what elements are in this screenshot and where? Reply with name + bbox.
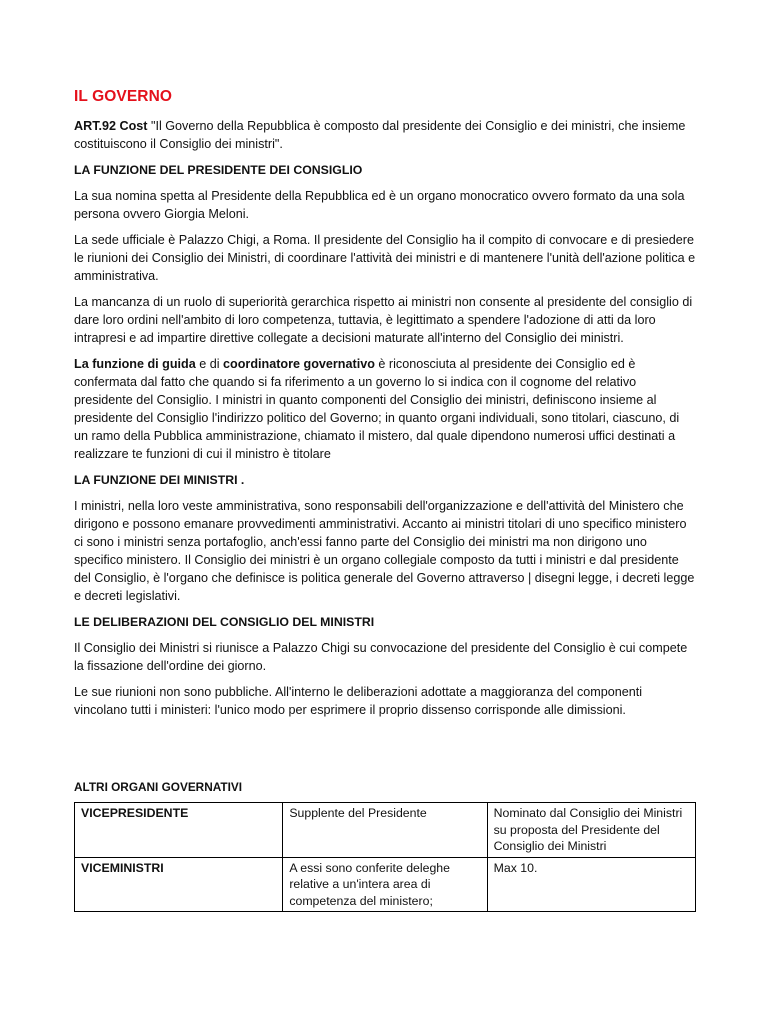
table-cell-note: Max 10. xyxy=(487,857,695,912)
spacer xyxy=(74,727,696,779)
table-cell-desc: Supplente del Presidente xyxy=(283,803,487,858)
heading-ministri: LA FUNZIONE DEI MINISTRI . xyxy=(74,473,245,487)
text-e-di: e di xyxy=(195,357,224,371)
table-cell-desc: A essi sono conferite deleghe relative a un'intera area di competenza del ministero; xyxy=(283,857,487,912)
table-cell-role: VICEMINISTRI xyxy=(75,857,283,912)
heading-deliberazioni: LE DELIBERAZIONI DEL CONSIGLIO DEL MINISTRI xyxy=(74,615,375,629)
paragraph-sede: La sede ufficiale è Palazzo Chigi, a Roma. Il presidente del Consiglio ha il compito di convocare e di presiedere le riunioni dei Consiglio dei Ministri, di coordinare l'attività dei ministri e di mantenere l'unità dell'azione politica e amministrativa. xyxy=(74,233,696,283)
table-cell-note: Nominato dal Consiglio dei Ministri su proposta del Presidente del Consiglio dei Ministri xyxy=(487,803,695,858)
heading-altri-organi: ALTRI ORGANI GOVERNATIVI xyxy=(74,780,242,794)
paragraph-superiorita: La mancanza di un ruolo di superiorità gerarchica rispetto ai ministri non consente al presidente del consiglio di dare loro ordini nell'ambito di loro competenza, tuttavia, è legittimato a spendere l'adozione di atti da loro intrapresi e ad impartire direttive collegate a decisioni maturate all'interno del Consiglio dei ministri. xyxy=(74,295,693,345)
art92-ref: ART.92 Cost xyxy=(74,119,148,133)
art92-paragraph xyxy=(74,117,696,153)
document-body xyxy=(74,88,696,912)
text-funzione-rest: è riconosciuta al presidente dei Consiglio ed è confermata dal fatto che quando si fa riferimento a un governo lo si indica con il cognome del relativo presidente del Consiglio. I ministri in quanto componenti del Consiglio dei ministri, definiscono insieme al presidente del Consiglio l'indirizzo politico del Governo; in quanto organi individuali, sono titolari, ciascuno, di un ramo della Pubblica amministrazione, chiamato il mistero, dal quale dipendono numerosi uffici destinati a realizzare te funzioni di cui il ministro è titolare xyxy=(74,357,680,461)
bold-funzione-guida: La funzione di guida xyxy=(74,357,196,371)
paragraph-nomina: La sua nomina spetta al Presidente della Repubblica ed è un organo monocratico ovvero formato da una sola persona ovvero Giorgia Meloni. xyxy=(74,189,685,221)
paragraph-funzione-guida xyxy=(74,355,696,463)
paragraph-riunione: Il Consiglio dei Ministri si riunisce a Palazzo Chigi su convocazione del presidente del Consiglio è cui compete la fissazione dell'ordine dei giorno. xyxy=(74,641,688,673)
bold-coordinatore: coordinatore governativo xyxy=(223,357,375,371)
art92-text: "Il Governo della Repubblica è composto dal presidente dei Consiglio e dei ministri, che insieme costituiscono il Consiglio dei ministri". xyxy=(74,119,686,151)
altri-organi-table xyxy=(74,802,696,912)
table-row xyxy=(75,857,696,912)
paragraph-riunioni-non-pubbliche: Le sue riunioni non sono pubbliche. All'interno le deliberazioni adottate a maggioranza del componenti vincolano tutti i ministeri: l'unico modo per esprimere il proprio dissenso corrisponde alle dimissioni. xyxy=(74,685,643,717)
page-title: IL GOVERNO xyxy=(74,88,173,105)
table-cell-role: VICEPRESIDENTE xyxy=(75,803,283,858)
paragraph-ministri: I ministri, nella loro veste amministrativa, sono responsabili dell'organizzazione e dell'attività del Ministero che dirigono e possono emanare provvedimenti amministrativi. Accanto ai ministri titolari di uno specifico ministero ci sono i ministri senza portafoglio, anch'essi fanno parte del Consiglio dei ministri ma non dirigono uno specifico ministero. Il Consiglio dei ministri è un organo collegiale composto da tutti i ministri e dal presidente del Consiglio, è l'organo che definisce is politica generale del Governo attraverso | disegni legge, i decreti legge e decreti legislativi. xyxy=(74,499,695,603)
table-row xyxy=(75,803,696,858)
heading-presidente: LA FUNZIONE DEL PRESIDENTE DEI CONSIGLIO xyxy=(74,163,363,177)
